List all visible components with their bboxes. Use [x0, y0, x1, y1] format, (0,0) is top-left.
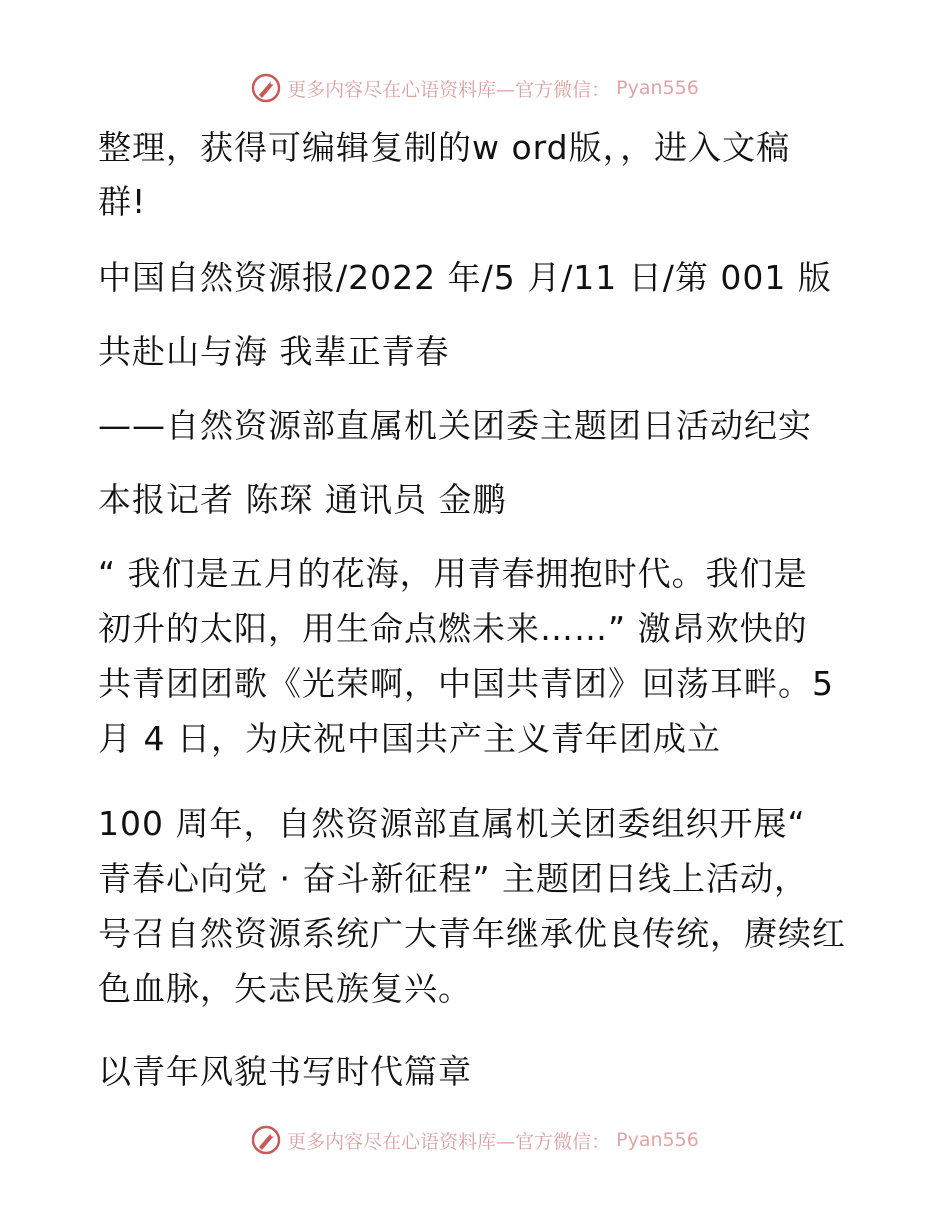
pen-logo-icon — [251, 73, 281, 103]
text-line: 中国自然资源报/2022 年/5 月/11 日/第 001 版 — [98, 258, 832, 297]
article-subtitle: ——自然资源部直属机关团委主题团日活动纪实 — [98, 406, 812, 445]
watermark-content — [251, 73, 699, 103]
text-line: “ 我们是五月的花海，用青春拥抱时代。我们是 — [98, 554, 808, 593]
text-line: 群! — [98, 182, 147, 221]
watermark-text: 更多内容尽在心语资料库—官方微信： — [287, 1130, 611, 1153]
text-line: 月 4 日，为庆祝中国共产主义青年团成立 — [98, 719, 721, 758]
section-heading: 以青年风貌书写时代篇章 — [98, 1052, 472, 1091]
text-line: 青春心向党 · 奋斗新征程” 主题团日线上活动， — [98, 859, 809, 898]
pen-logo-icon — [251, 1125, 281, 1155]
text-line: 号召自然资源系统广大青年继承优良传统，赓续红 — [98, 914, 846, 953]
article-title: 共赴山与海 我辈正青春 — [98, 332, 450, 371]
header-watermark — [0, 68, 950, 108]
text-line: 共青团团歌《光荣啊，中国共青团》回荡耳畔。5 — [98, 664, 834, 703]
watermark-handle: Pyan556 — [616, 1129, 699, 1151]
text-line: 100 周年，自然资源部直属机关团委组织开展“ — [98, 804, 806, 843]
text-line: 色血脉，矢志民族复兴。 — [98, 969, 472, 1008]
text-line: 整理，获得可编辑复制的w ord版，，进入文稿 — [98, 128, 791, 167]
watermark-text: 更多内容尽在心语资料库—官方微信： — [287, 78, 611, 101]
watermark-content — [251, 1125, 699, 1155]
article-byline: 本报记者 陈琛 通讯员 金鹏 — [98, 480, 507, 519]
footer-watermark — [0, 1120, 950, 1160]
text-line: 初升的太阳，用生命点燃未来……” 激昂欢快的 — [98, 609, 808, 648]
watermark-handle: Pyan556 — [616, 77, 699, 99]
